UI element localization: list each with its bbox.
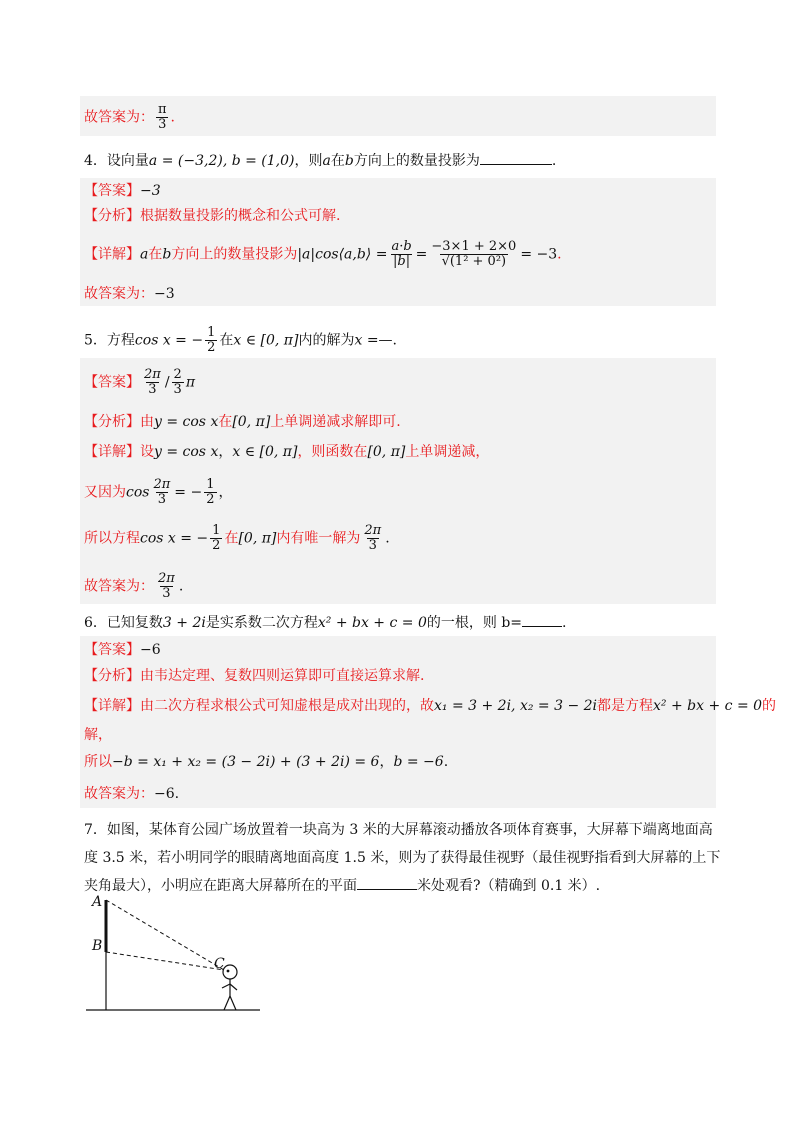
q4-stem-var-a: a	[322, 153, 331, 169]
q6-analysis	[84, 666, 424, 686]
q5-analysis-text-a: 由	[140, 414, 154, 430]
q5-stem-text-b: 在	[219, 332, 234, 349]
q5-detail-interval2: [0, π]	[367, 444, 406, 460]
q5-analysis-text-b: 在	[218, 414, 233, 430]
q6-detail-text-b: 都是方程	[597, 698, 654, 714]
q5-stem-num: 1	[207, 325, 216, 340]
q6-detail-text-a: 由二次方程求根公式可知虚根是成对出现的，故	[140, 698, 434, 714]
q5-final-frac	[156, 572, 177, 601]
sight-line-a	[106, 900, 224, 970]
q5-answer	[84, 368, 195, 397]
q6-answer-blank[interactable]	[522, 612, 562, 627]
q6-line3-b: b = −6	[393, 754, 444, 770]
q5-stem-den: 2	[207, 340, 216, 355]
q4-detail-result: = −3	[520, 246, 558, 263]
q4-detail-text: 方向上的数量投影为	[171, 246, 298, 263]
person-head	[223, 965, 237, 979]
q5-detail-sep: ，	[218, 444, 233, 460]
q6-final-value: −6.	[154, 786, 180, 802]
q7-stem-line3-a: 夹角最大），小明应在距离大屏幕所在的平面	[84, 878, 357, 894]
q4-stem	[84, 150, 556, 171]
q3-final-fraction	[156, 103, 169, 132]
q5-line3-interval: [0, π]	[238, 530, 277, 547]
person-arm-left	[222, 984, 230, 988]
q6-final-label: 故答案为：	[84, 786, 154, 802]
q6-solution-block	[80, 636, 716, 808]
q6-stem-equation: x² + bx + c = 0	[317, 615, 427, 631]
q5-line3-text-a: 所以方程	[84, 530, 140, 547]
q5-line3-den: 2	[212, 538, 221, 553]
q4-detail-frac1	[389, 240, 413, 269]
q5-line2-frac	[151, 478, 172, 507]
q4-stem-text-a: 4．设向量	[84, 153, 149, 169]
q6-answer	[84, 640, 161, 660]
q6-stem-text-b: 是实系数二次方程	[205, 615, 318, 631]
q6-answer-value: −6	[140, 642, 161, 658]
q4-detail-in: 在	[148, 246, 163, 263]
q5-detail	[84, 442, 489, 462]
q4-detail-var-a: a	[140, 246, 149, 263]
label-a: A	[92, 894, 103, 910]
q5-stem-end[interactable]: —.	[378, 332, 397, 349]
q5-detail-line2	[84, 478, 233, 507]
q3-final-label: 故答案为：	[84, 109, 154, 126]
q5-line3-num: 1	[212, 523, 221, 538]
q4-analysis-text: 根据数量投影的概念和公式可解.	[140, 208, 341, 224]
q6-detail-line3	[84, 752, 448, 772]
q5-ans2-num: 2	[173, 367, 182, 382]
q5-detail-text-b: ，则函数在	[297, 444, 368, 460]
q5-stem-text-c: 内的解为	[298, 332, 355, 349]
q5-ans-sep: /	[164, 374, 170, 391]
q3-final-num: π	[158, 102, 167, 117]
q5-ans1-num: 2π	[144, 367, 161, 382]
q5-stem-text-a: 5．方程	[84, 332, 135, 349]
q7-stem	[84, 816, 724, 900]
q5-line3-end: .	[385, 530, 390, 547]
q5-line2-text: 又因为	[84, 484, 126, 501]
person-arm-right	[230, 984, 237, 990]
q4-detail-formula: |a|cos⟨a,b⟩ =	[297, 246, 388, 263]
q5-line3-num2: 2π	[364, 523, 382, 538]
q5-stem-x: x =	[354, 332, 379, 349]
q6-stem-text-a: 6．已知复数	[84, 615, 163, 631]
q6-line3-end: .	[443, 754, 449, 770]
q6-final-answer	[84, 784, 179, 804]
q5-line3-math: cos x = −	[140, 530, 209, 547]
q5-stem-interval: x ∈ [0, π]	[233, 332, 299, 349]
q5-analysis-math: y = cos x	[154, 414, 219, 430]
q5-line3-text-b: 在	[224, 530, 239, 547]
q4-frac2-den: √(1² + 0²)	[441, 254, 507, 269]
q4-detail-end: .	[557, 246, 562, 263]
q7-answer-blank[interactable]	[357, 875, 417, 890]
q4-analysis-tag: 【分析】	[84, 208, 140, 224]
q4-stem-text-d: 方向上的数量投影为	[353, 153, 480, 169]
q4-frac1-den: |b|	[393, 254, 411, 269]
q4-final-answer	[84, 284, 175, 304]
q6-line3-sep: ，	[379, 754, 394, 770]
q6-detail-roots: x₁ = 3 + 2i, x₂ = 3 − 2i	[434, 698, 598, 714]
q4-stem-text-c: 在	[330, 153, 345, 169]
q4-detail-eq: =	[415, 246, 428, 263]
q4-detail-frac2	[429, 240, 518, 269]
q5-line2-frac2	[204, 478, 216, 507]
person-leg-right	[230, 996, 236, 1010]
q5-final-num: 2π	[158, 571, 175, 586]
q5-line3-den2: 3	[368, 538, 377, 553]
q4-analysis	[84, 206, 340, 226]
q6-detail-line2	[84, 725, 112, 745]
q4-final-value: −3	[154, 286, 175, 302]
q4-stem-vectors: a = (−3,2), b = (1,0)	[148, 153, 295, 169]
q6-line3-math: −b = x₁ + x₂ = (3 − 2i) + (3 + 2i) = 6	[112, 754, 380, 770]
q5-stem	[84, 326, 397, 355]
q5-ans1-frac	[142, 368, 163, 397]
q5-detail-text-a: 设	[140, 444, 154, 460]
q6-line3-text: 所以	[84, 754, 112, 770]
q5-detail-math: y = cos x	[154, 444, 219, 460]
q5-analysis	[84, 412, 401, 432]
q5-line2-den: 3	[157, 492, 167, 507]
q5-final-end: .	[178, 578, 184, 595]
q5-analysis-interval: [0, π]	[232, 414, 271, 430]
q6-stem	[84, 612, 566, 633]
q6-stem-end: .	[562, 615, 567, 631]
q5-line2-den2: 2	[206, 492, 215, 507]
q4-stem-text-b: ，则	[294, 153, 323, 169]
q5-analysis-tag: 【分析】	[84, 414, 140, 430]
q3-final-den: 3	[158, 117, 167, 132]
q3-final-period: .	[170, 109, 175, 126]
q5-ans1-den: 3	[148, 382, 157, 397]
q4-final-label: 故答案为：	[84, 286, 154, 302]
q6-analysis-tag: 【分析】	[84, 668, 140, 684]
q5-stem-frac	[205, 326, 217, 355]
q4-detail	[84, 240, 562, 269]
q6-analysis-text: 由韦达定理、复数四则运算即可直接运算求解.	[140, 668, 425, 684]
q5-line2-eq: = −	[174, 484, 203, 501]
q5-line2-num2: 1	[206, 477, 215, 492]
q4-detail-var-b: b	[162, 246, 172, 263]
q4-stem-var-b: b	[344, 153, 354, 169]
q5-analysis-text-c: 上单调递减求解即可.	[270, 414, 401, 430]
q4-stem-end: .	[551, 153, 557, 169]
q7-stem-line2: 度 3.5 米，若小明同学的眼睛离地面高度 1.5 米，则为了获得最佳视野（最佳视野指看到大屏幕的上下	[84, 850, 721, 866]
q4-answer-blank[interactable]	[480, 150, 552, 165]
q5-ans2-frac	[172, 368, 184, 397]
q5-final-label: 故答案为：	[84, 578, 154, 595]
q5-detail-line3	[84, 524, 390, 553]
q6-detail	[84, 696, 776, 716]
q5-detail-tag: 【详解】	[84, 444, 140, 460]
q6-detail-text-c: 的	[762, 698, 777, 714]
q3-answer-block	[80, 96, 716, 136]
q4-answer-value: −3	[140, 183, 161, 199]
label-c: C	[214, 956, 225, 972]
q7-figure	[84, 890, 264, 1016]
q4-frac1-num: a·b	[391, 239, 412, 254]
q3-final-answer	[84, 103, 175, 132]
q5-answer-tag: 【答案】	[84, 374, 140, 391]
q5-detail-text-c: 上单调递减，	[405, 444, 490, 460]
q6-answer-tag: 【答案】	[84, 642, 140, 658]
q5-detail-interval: x ∈ [0, π]	[232, 444, 298, 460]
q5-line2-num: 2π	[153, 477, 171, 492]
q4-detail-tag: 【详解】	[84, 246, 140, 263]
q5-line3-text-c: 内有唯一解为	[276, 530, 361, 547]
q6-detail-equation: x² + bx + c = 0	[653, 698, 763, 714]
q5-ans2-den: 3	[173, 382, 182, 397]
q5-final-den: 3	[162, 586, 171, 601]
person-eye	[227, 970, 230, 973]
q6-detail-line2-text: 解，	[84, 727, 112, 743]
q4-answer	[84, 181, 161, 201]
q5-line3-frac2	[362, 524, 383, 553]
q5-stem-equation: cos x = −	[134, 332, 204, 349]
q5-line2-end: ，	[218, 484, 233, 501]
label-b: B	[92, 938, 103, 954]
q5-final-answer	[84, 572, 183, 601]
sight-line-b	[106, 952, 224, 970]
q6-detail-tag: 【详解】	[84, 698, 140, 714]
q5-line3-frac	[210, 524, 222, 553]
q4-answer-tag: 【答案】	[84, 183, 140, 199]
q6-stem-complex: 3 + 2i	[162, 615, 206, 631]
q4-frac2-num: −3×1 + 2×0	[431, 239, 517, 254]
person-leg-left	[224, 996, 230, 1010]
q5-line2-cos: cos	[126, 484, 150, 501]
q6-stem-text-c: 的一根，则 b=	[426, 615, 523, 631]
q7-stem-line1: 7．如图，某体育公园广场放置着一块高为 3 米的大屏幕滚动播放各项体育赛事，大屏幕下端离地面高	[84, 822, 713, 838]
q5-ans2-pi: π	[185, 374, 196, 391]
q7-stem-line3-b: 米处观看?（精确到 0.1 米）.	[417, 878, 601, 894]
